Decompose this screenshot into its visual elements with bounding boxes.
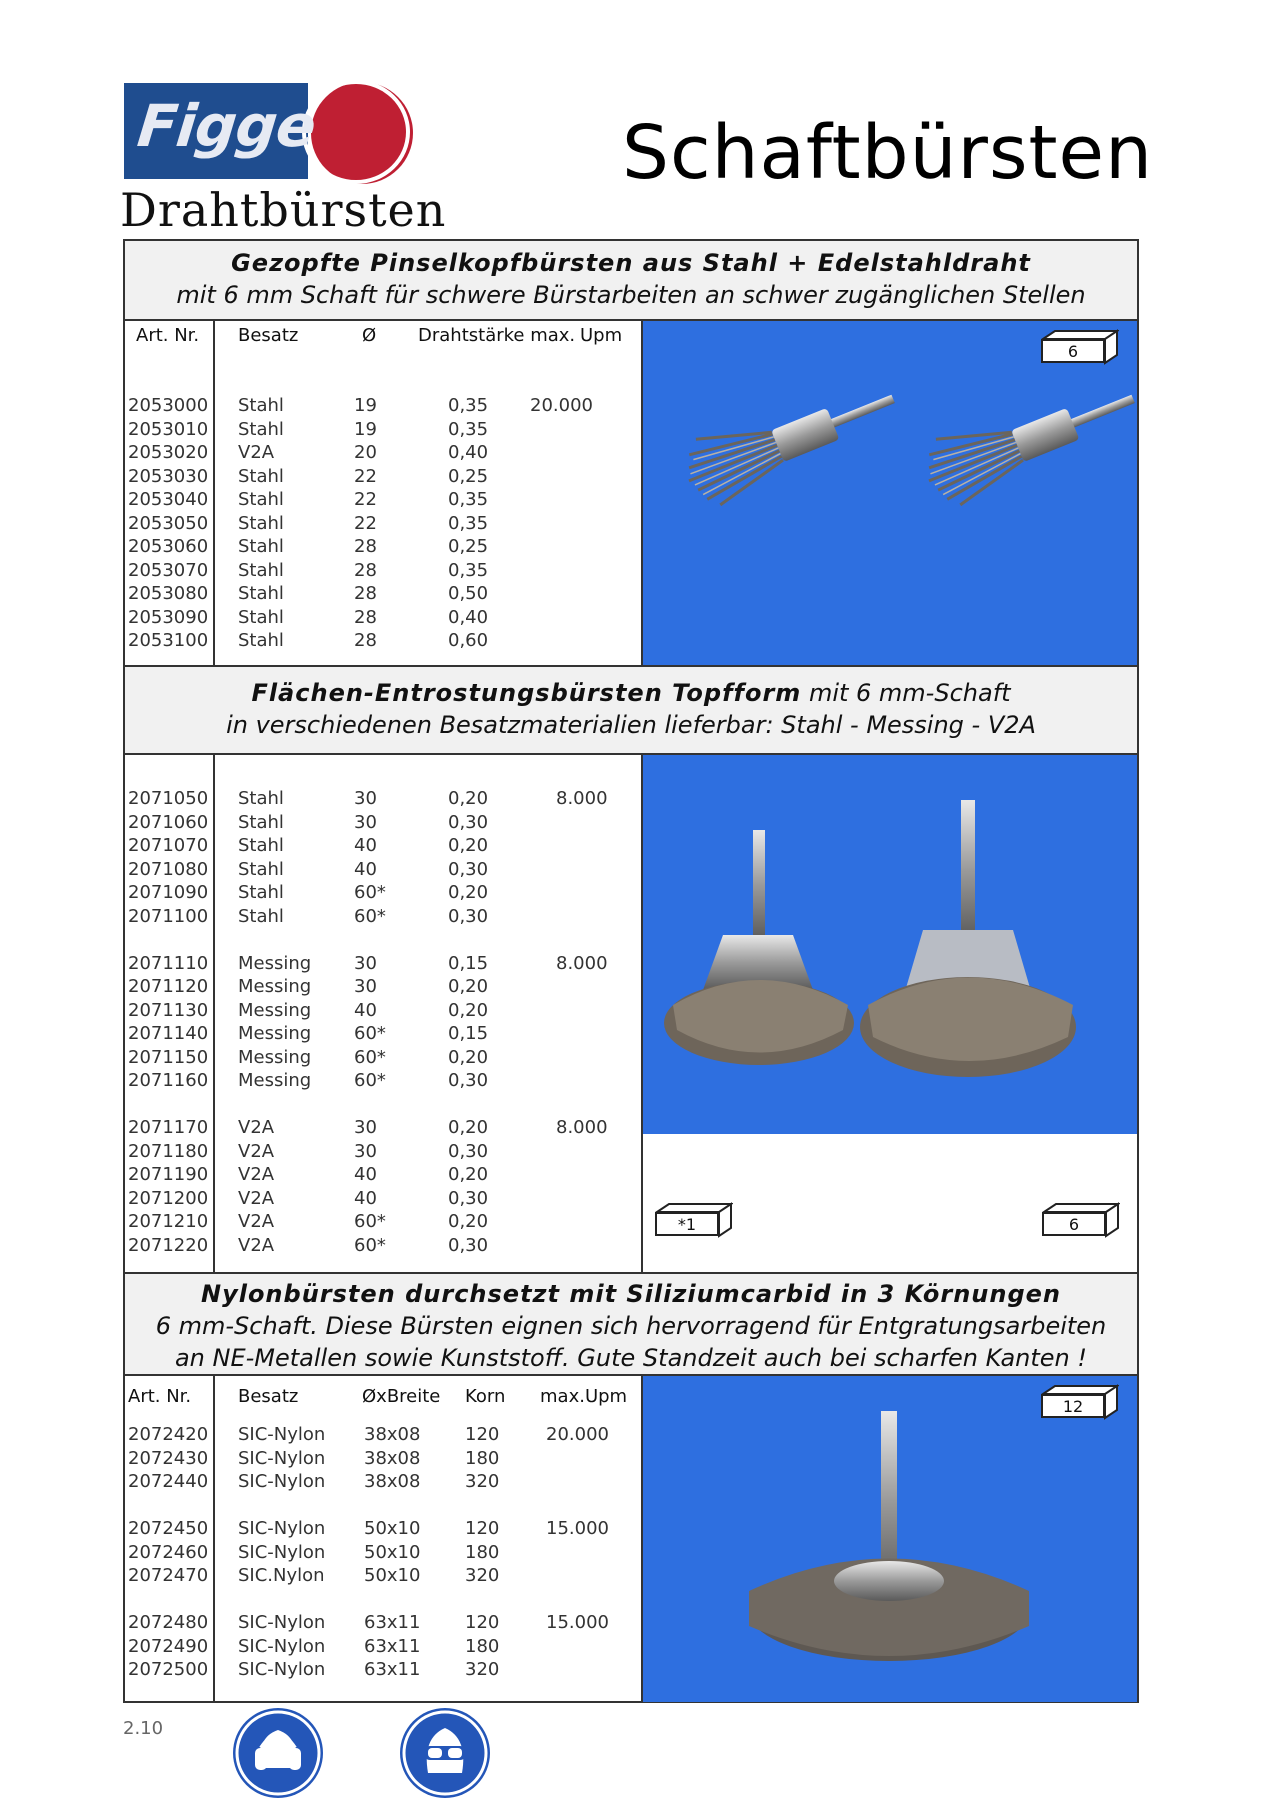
size-cell: 38x08 [364, 1447, 421, 1469]
size-cell: 30 [354, 1140, 377, 1162]
size-cell: 60* [354, 1046, 386, 1068]
size-cell: 50x10 [364, 1565, 421, 1586]
art-nr-cell: 2071090 [128, 882, 209, 903]
besatz-cell: SIC-Nylon [238, 1659, 326, 1680]
art-nr-cell: 2071110 [128, 952, 209, 974]
value-cell: 0,40 [448, 442, 489, 463]
value-cell: 120 [465, 1612, 500, 1633]
art-nr-cell: 2071220 [128, 1234, 209, 1256]
section-1-heading [125, 239, 1137, 321]
art-nr-cell: 2053070 [128, 559, 209, 581]
size-cell: 19 [354, 395, 377, 416]
value-cell: 0,30 [448, 1187, 489, 1209]
size-cell: 40 [354, 1187, 377, 1209]
brand-subtitle: Drahtbürsten [120, 183, 447, 237]
art-nr-cell: 2071060 [128, 811, 209, 833]
art-nr-cell: 2053080 [128, 583, 209, 604]
art-nr-cell: 2071160 [128, 1070, 209, 1091]
section-2-heading [125, 665, 1137, 755]
besatz-cell: Messing [238, 1023, 312, 1044]
value-cell: 0,30 [448, 905, 489, 927]
pack-size-badge [1042, 1202, 1120, 1238]
size-cell: 38x08 [364, 1424, 421, 1445]
value-cell: 180 [465, 1541, 500, 1563]
value-cell: 0,25 [448, 536, 489, 557]
value-cell: 320 [465, 1659, 500, 1680]
value-cell: 0,35 [448, 489, 489, 510]
art-nr-cell: 2071140 [128, 1023, 209, 1044]
size-cell: 22 [354, 465, 377, 487]
column-divider [213, 321, 215, 665]
value-cell: 0,15 [448, 1023, 489, 1044]
section-2-title-line [125, 677, 1137, 709]
size-cell: 60* [354, 905, 386, 927]
art-nr-cell: 2071200 [128, 1187, 209, 1209]
col-header-max-upm: max.Upm [540, 1386, 628, 1407]
besatz-cell: V2A [238, 442, 275, 463]
besatz-cell: Stahl [238, 630, 284, 651]
value-cell: 0,20 [448, 788, 489, 809]
art-nr-cell: 2071170 [128, 1117, 209, 1138]
size-cell: 22 [354, 489, 377, 510]
besatz-cell: Stahl [238, 905, 284, 927]
column-divider [213, 1376, 215, 1702]
besatz-cell: V2A [238, 1117, 275, 1138]
cup-brush-illustration [643, 755, 1137, 1134]
section-1-subtitle: mit 6 mm Schaft für schwere Bürstarbeiten an schwer zugänglichen Stellen [176, 281, 1086, 309]
art-nr-cell: 2053010 [128, 418, 209, 440]
col-header-besatz: Besatz [238, 1386, 299, 1407]
value-cell: 0,20 [448, 835, 489, 856]
besatz-cell: Stahl [238, 559, 284, 581]
size-cell: 60* [354, 1023, 386, 1044]
art-nr-cell: 2053000 [128, 395, 209, 416]
size-cell: 28 [354, 583, 377, 604]
eye-protection-icon [400, 1708, 490, 1798]
size-cell: 28 [354, 536, 377, 557]
value-cell: 120 [465, 1424, 500, 1445]
logo-text: Figge [134, 92, 319, 160]
besatz-cell: SIC-Nylon [238, 1447, 326, 1469]
value-cell: 0,30 [448, 1070, 489, 1091]
page-title: Schaftbürsten [622, 110, 1153, 196]
size-cell: 30 [354, 1117, 377, 1138]
art-nr-cell: 2053050 [128, 512, 209, 534]
besatz-cell: Messing [238, 1070, 312, 1091]
value-cell: 320 [465, 1565, 500, 1586]
size-cell: 22 [354, 512, 377, 534]
page-number: 2.10 [123, 1718, 164, 1739]
upm-cell: 8.000 [556, 952, 608, 974]
besatz-cell: Messing [238, 999, 312, 1021]
section-3-line-3: an NE-Metallen sowie Kunststoff. Gute Standzeit auch bei scharfen Kanten ! [174, 1344, 1088, 1372]
value-cell: 0,20 [448, 1117, 489, 1138]
value-cell: 120 [465, 1518, 500, 1539]
pack-size-badge [1041, 1384, 1119, 1420]
besatz-cell: Stahl [238, 882, 284, 903]
value-cell: 0,40 [448, 606, 489, 628]
art-nr-cell: 2071080 [128, 858, 209, 880]
product-photo-topfbuerste [643, 755, 1137, 1134]
size-cell: 50x10 [364, 1541, 421, 1563]
size-cell: 63x11 [364, 1612, 421, 1633]
besatz-cell: SIC-Nylon [238, 1635, 326, 1657]
logo-ring [302, 80, 410, 184]
size-cell: 30 [354, 952, 377, 974]
size-cell: 38x08 [364, 1471, 421, 1492]
value-cell: 0,60 [448, 630, 489, 651]
besatz-cell: V2A [238, 1164, 275, 1185]
upm-cell: 8.000 [556, 788, 608, 809]
besatz-cell: Stahl [238, 489, 284, 510]
size-cell: 28 [354, 630, 377, 651]
besatz-cell: SIC-Nylon [238, 1612, 326, 1633]
section-2-subtitle: in verschiedenen Besatzmaterialien lieferbar: Stahl - Messing - V2A [226, 711, 1036, 739]
pack-size-label: 6 [1041, 339, 1105, 363]
section-3-title: Nylonbürsten durchsetzt mit Siliziumcarbid in 3 Körnungen [200, 1280, 1061, 1308]
pack-size-badge [1041, 329, 1119, 365]
size-cell: 40 [354, 858, 377, 880]
value-cell: 0,30 [448, 1234, 489, 1256]
besatz-cell: Messing [238, 1046, 312, 1068]
size-cell: 20 [354, 442, 377, 463]
upm-cell: 15.000 [546, 1518, 609, 1539]
size-cell: 40 [354, 999, 377, 1021]
section-3-heading [125, 1272, 1137, 1376]
art-nr-cell: 2072440 [128, 1471, 209, 1492]
section-1-title: Gezopfte Pinselkopfbürsten aus Stahl + Edelstahldraht [231, 249, 1031, 277]
besatz-cell: SIC.Nylon [238, 1565, 325, 1586]
besatz-cell: Messing [238, 976, 312, 997]
value-cell: 0,20 [448, 1164, 489, 1185]
art-nr-cell: 2071120 [128, 976, 209, 997]
besatz-cell: V2A [238, 1234, 275, 1256]
value-cell: 180 [465, 1635, 500, 1657]
size-cell: 60* [354, 882, 386, 903]
besatz-cell: Stahl [238, 512, 284, 534]
art-nr-cell: 2071050 [128, 788, 209, 809]
upm-cell: 20.000 [546, 1424, 609, 1445]
art-nr-cell: 2072470 [128, 1565, 209, 1586]
note-label: *1 [655, 1212, 719, 1236]
value-cell: 0,20 [448, 1046, 489, 1068]
art-nr-cell: 2072430 [128, 1447, 209, 1469]
radial-brush-illustration [643, 1376, 1137, 1702]
art-nr-cell: 2071150 [128, 1046, 209, 1068]
art-nr-cell: 2053090 [128, 606, 209, 628]
value-cell: 0,20 [448, 999, 489, 1021]
col-header-drahtstaerke: Drahtstärke max. [418, 325, 576, 346]
size-cell: 60* [354, 1070, 386, 1091]
art-nr-cell: 2053040 [128, 489, 209, 510]
besatz-cell: Stahl [238, 606, 284, 628]
size-cell: 40 [354, 835, 377, 856]
col-header-diameter: Ø [362, 325, 377, 346]
value-cell: 0,50 [448, 583, 489, 604]
size-cell: 50x10 [364, 1518, 421, 1539]
besatz-cell: SIC-Nylon [238, 1541, 326, 1563]
col-header-art-nr: Art. Nr. [128, 1386, 192, 1407]
value-cell: 0,30 [448, 858, 489, 880]
art-nr-cell: 2071100 [128, 905, 209, 927]
besatz-cell: Stahl [238, 858, 284, 880]
size-cell: 28 [354, 559, 377, 581]
besatz-cell: Stahl [238, 835, 284, 856]
besatz-cell: Stahl [238, 583, 284, 604]
section-2-title: Flächen-Entrostungsbürsten Topfform [251, 679, 802, 707]
art-nr-cell: 2053020 [128, 442, 209, 463]
value-cell: 0,35 [448, 418, 489, 440]
art-nr-cell: 2071180 [128, 1140, 209, 1162]
besatz-cell: SIC-Nylon [238, 1518, 326, 1539]
value-cell: 320 [465, 1471, 500, 1492]
value-cell: 0,20 [448, 976, 489, 997]
value-cell: 0,35 [448, 395, 489, 416]
knot-brush-illustration [643, 321, 1137, 665]
besatz-cell: V2A [238, 1140, 275, 1162]
art-nr-cell: 2072420 [128, 1424, 209, 1445]
value-cell: 0,30 [448, 1140, 489, 1162]
size-cell: 63x11 [364, 1635, 421, 1657]
size-cell: 60* [354, 1211, 386, 1232]
art-nr-cell: 2071190 [128, 1164, 209, 1185]
section-3-line-2: 6 mm-Schaft. Diese Bürsten eignen sich hervorragend für Entgratungsarbeiten [155, 1312, 1107, 1340]
besatz-cell: Stahl [238, 811, 284, 833]
besatz-cell: Messing [238, 952, 312, 974]
col-header-korn: Korn [465, 1386, 506, 1407]
size-cell: 30 [354, 788, 377, 809]
art-nr-cell: 2072490 [128, 1635, 209, 1657]
section-2-title-rest: mit 6 mm-Schaft [801, 679, 1011, 707]
size-cell: 28 [354, 606, 377, 628]
besatz-cell: Stahl [238, 465, 284, 487]
upm-cell: 20.000 [530, 395, 593, 416]
besatz-cell: V2A [238, 1211, 275, 1232]
size-cell: 63x11 [364, 1659, 421, 1680]
value-cell: 0,15 [448, 952, 489, 974]
besatz-cell: SIC-Nylon [238, 1471, 326, 1492]
value-cell: 0,20 [448, 882, 489, 903]
art-nr-cell: 2071210 [128, 1211, 209, 1232]
size-cell: 19 [354, 418, 377, 440]
art-nr-cell: 2072500 [128, 1659, 209, 1680]
besatz-cell: Stahl [238, 395, 284, 416]
size-cell: 30 [354, 811, 377, 833]
besatz-cell: V2A [238, 1187, 275, 1209]
col-header-durchmesser-breite: ØxBreite [362, 1386, 441, 1407]
value-cell: 0,35 [448, 512, 489, 534]
upm-cell: 15.000 [546, 1612, 609, 1633]
pack-size-label: 12 [1041, 1394, 1105, 1418]
art-nr-cell: 2053100 [128, 630, 209, 651]
art-nr-cell: 2072450 [128, 1518, 209, 1539]
besatz-cell: Stahl [238, 418, 284, 440]
size-cell: 40 [354, 1164, 377, 1185]
product-photo-pinselkopf [643, 321, 1137, 665]
size-cell: 30 [354, 976, 377, 997]
note-badge [655, 1202, 733, 1238]
besatz-cell: Stahl [238, 788, 284, 809]
col-header-besatz: Besatz [238, 325, 299, 346]
art-nr-cell: 2072460 [128, 1541, 209, 1563]
size-cell: 60* [354, 1234, 386, 1256]
value-cell: 0,25 [448, 465, 489, 487]
art-nr-cell: 2053030 [128, 465, 209, 487]
value-cell: 0,20 [448, 1211, 489, 1232]
col-header-art-nr: Art. Nr. [136, 325, 200, 346]
col-header-upm: Upm [580, 325, 623, 346]
art-nr-cell: 2053060 [128, 536, 209, 557]
ear-protection-icon [233, 1708, 323, 1798]
art-nr-cell: 2071070 [128, 835, 209, 856]
column-divider [213, 755, 215, 1272]
value-cell: 180 [465, 1447, 500, 1469]
value-cell: 0,30 [448, 811, 489, 833]
value-cell: 0,35 [448, 559, 489, 581]
art-nr-cell: 2071130 [128, 999, 209, 1021]
besatz-cell: SIC-Nylon [238, 1424, 326, 1445]
upm-cell: 8.000 [556, 1117, 608, 1138]
pack-size-label: 6 [1042, 1212, 1106, 1236]
besatz-cell: Stahl [238, 536, 284, 557]
product-photo-nylonbuerste [643, 1376, 1137, 1702]
art-nr-cell: 2072480 [128, 1612, 209, 1633]
